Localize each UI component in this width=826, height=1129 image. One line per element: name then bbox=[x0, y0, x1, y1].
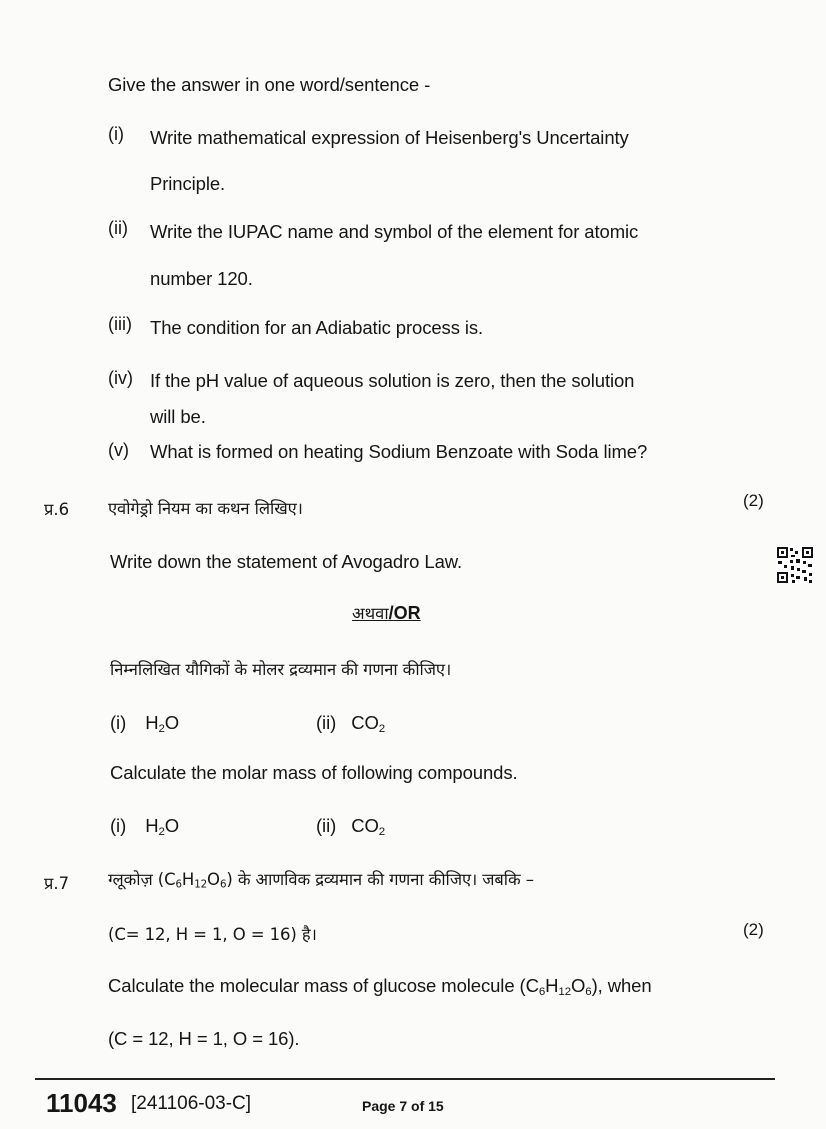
compound-i-formula-2: $H_2O$ bbox=[145, 815, 180, 838]
or-heading bbox=[352, 601, 421, 624]
item-number-ii: (ii) bbox=[108, 218, 128, 238]
question-6-english: Write down the statement of Avogadro Law. bbox=[110, 551, 463, 572]
item-i-line1: Write mathematical expression of Heisenberg's Uncertainty bbox=[150, 127, 629, 148]
or-separator: / bbox=[388, 603, 394, 623]
compound-ii-label: (ii) bbox=[316, 712, 337, 733]
item-number-iv: (iv) bbox=[108, 368, 133, 388]
question-7-label: प्र.7 bbox=[44, 874, 70, 893]
question-7-hindi: ग्लूकोज़ $(C_6H_{12}O_6)$ के आणविक द्रव्यमान की गणना कीजिए। जबकि – bbox=[108, 870, 534, 891]
page-number: Page 7 of 15 bbox=[362, 1098, 444, 1114]
paper-code: 11043 bbox=[46, 1088, 117, 1118]
or-hindi: अथवा bbox=[352, 604, 389, 623]
question-7-english: Calculate the molecular mass of glucose molecule $(C_6H_{12}O_6)$, when bbox=[108, 975, 652, 998]
item-ii-line2: number 120. bbox=[150, 268, 253, 289]
question-6-label: प्र.6 bbox=[44, 500, 70, 519]
item-number-v: (v) bbox=[108, 440, 129, 460]
question-6-marks: (2) bbox=[743, 491, 764, 510]
compound-row-2 bbox=[110, 815, 179, 838]
compound-row-1 bbox=[110, 712, 179, 735]
alternative-english: Calculate the molar mass of following compounds. bbox=[110, 762, 518, 783]
item-number-i: (i) bbox=[108, 124, 124, 144]
compound-row-2-ii bbox=[316, 815, 385, 838]
item-v-line1: What is formed on heating Sodium Benzoate with Soda lime? bbox=[150, 441, 648, 462]
qr-code-icon bbox=[776, 546, 814, 584]
or-english: OR bbox=[393, 603, 421, 623]
footer-divider bbox=[35, 1078, 775, 1080]
question-7-hindi-values: (C= 12, H = 1, O = 16) है। bbox=[108, 925, 317, 944]
question-7-marks: (2) bbox=[743, 920, 764, 939]
question-7-english-values: (C = 12, H = 1, O = 16). bbox=[108, 1028, 300, 1049]
compound-ii-formula-2: $CO_2$ bbox=[351, 815, 386, 838]
item-i-line2: Principle. bbox=[150, 173, 226, 194]
question-6-hindi: एवोगेड्रो नियम का कथन लिखिए। bbox=[108, 499, 303, 518]
item-iv-line2: will be. bbox=[150, 406, 206, 427]
item-number-iii: (iii) bbox=[108, 314, 132, 334]
compound-i-label-2: (i) bbox=[110, 815, 127, 836]
item-iii-line1: The condition for an Adiabatic process is. bbox=[150, 317, 484, 338]
compound-ii-formula: $CO_2$ bbox=[351, 712, 386, 735]
item-iv-line1: If the pH value of aqueous solution is zero, then the solution bbox=[150, 370, 635, 391]
compound-row-1-ii bbox=[316, 712, 385, 735]
item-ii-line1: Write the IUPAC name and symbol of the element for atomic bbox=[150, 221, 639, 242]
compound-ii-label-2: (ii) bbox=[316, 815, 337, 836]
compound-i-formula: $H_2O$ bbox=[145, 712, 180, 735]
compound-i-label: (i) bbox=[110, 712, 127, 733]
section-instruction: Give the answer in one word/sentence - bbox=[108, 74, 431, 95]
paper-series: [241106-03-C] bbox=[131, 1093, 252, 1114]
alternative-hindi: निम्नलिखित यौगिकों के मोलर द्रव्यमान की गणना कीजिए। bbox=[110, 660, 452, 679]
